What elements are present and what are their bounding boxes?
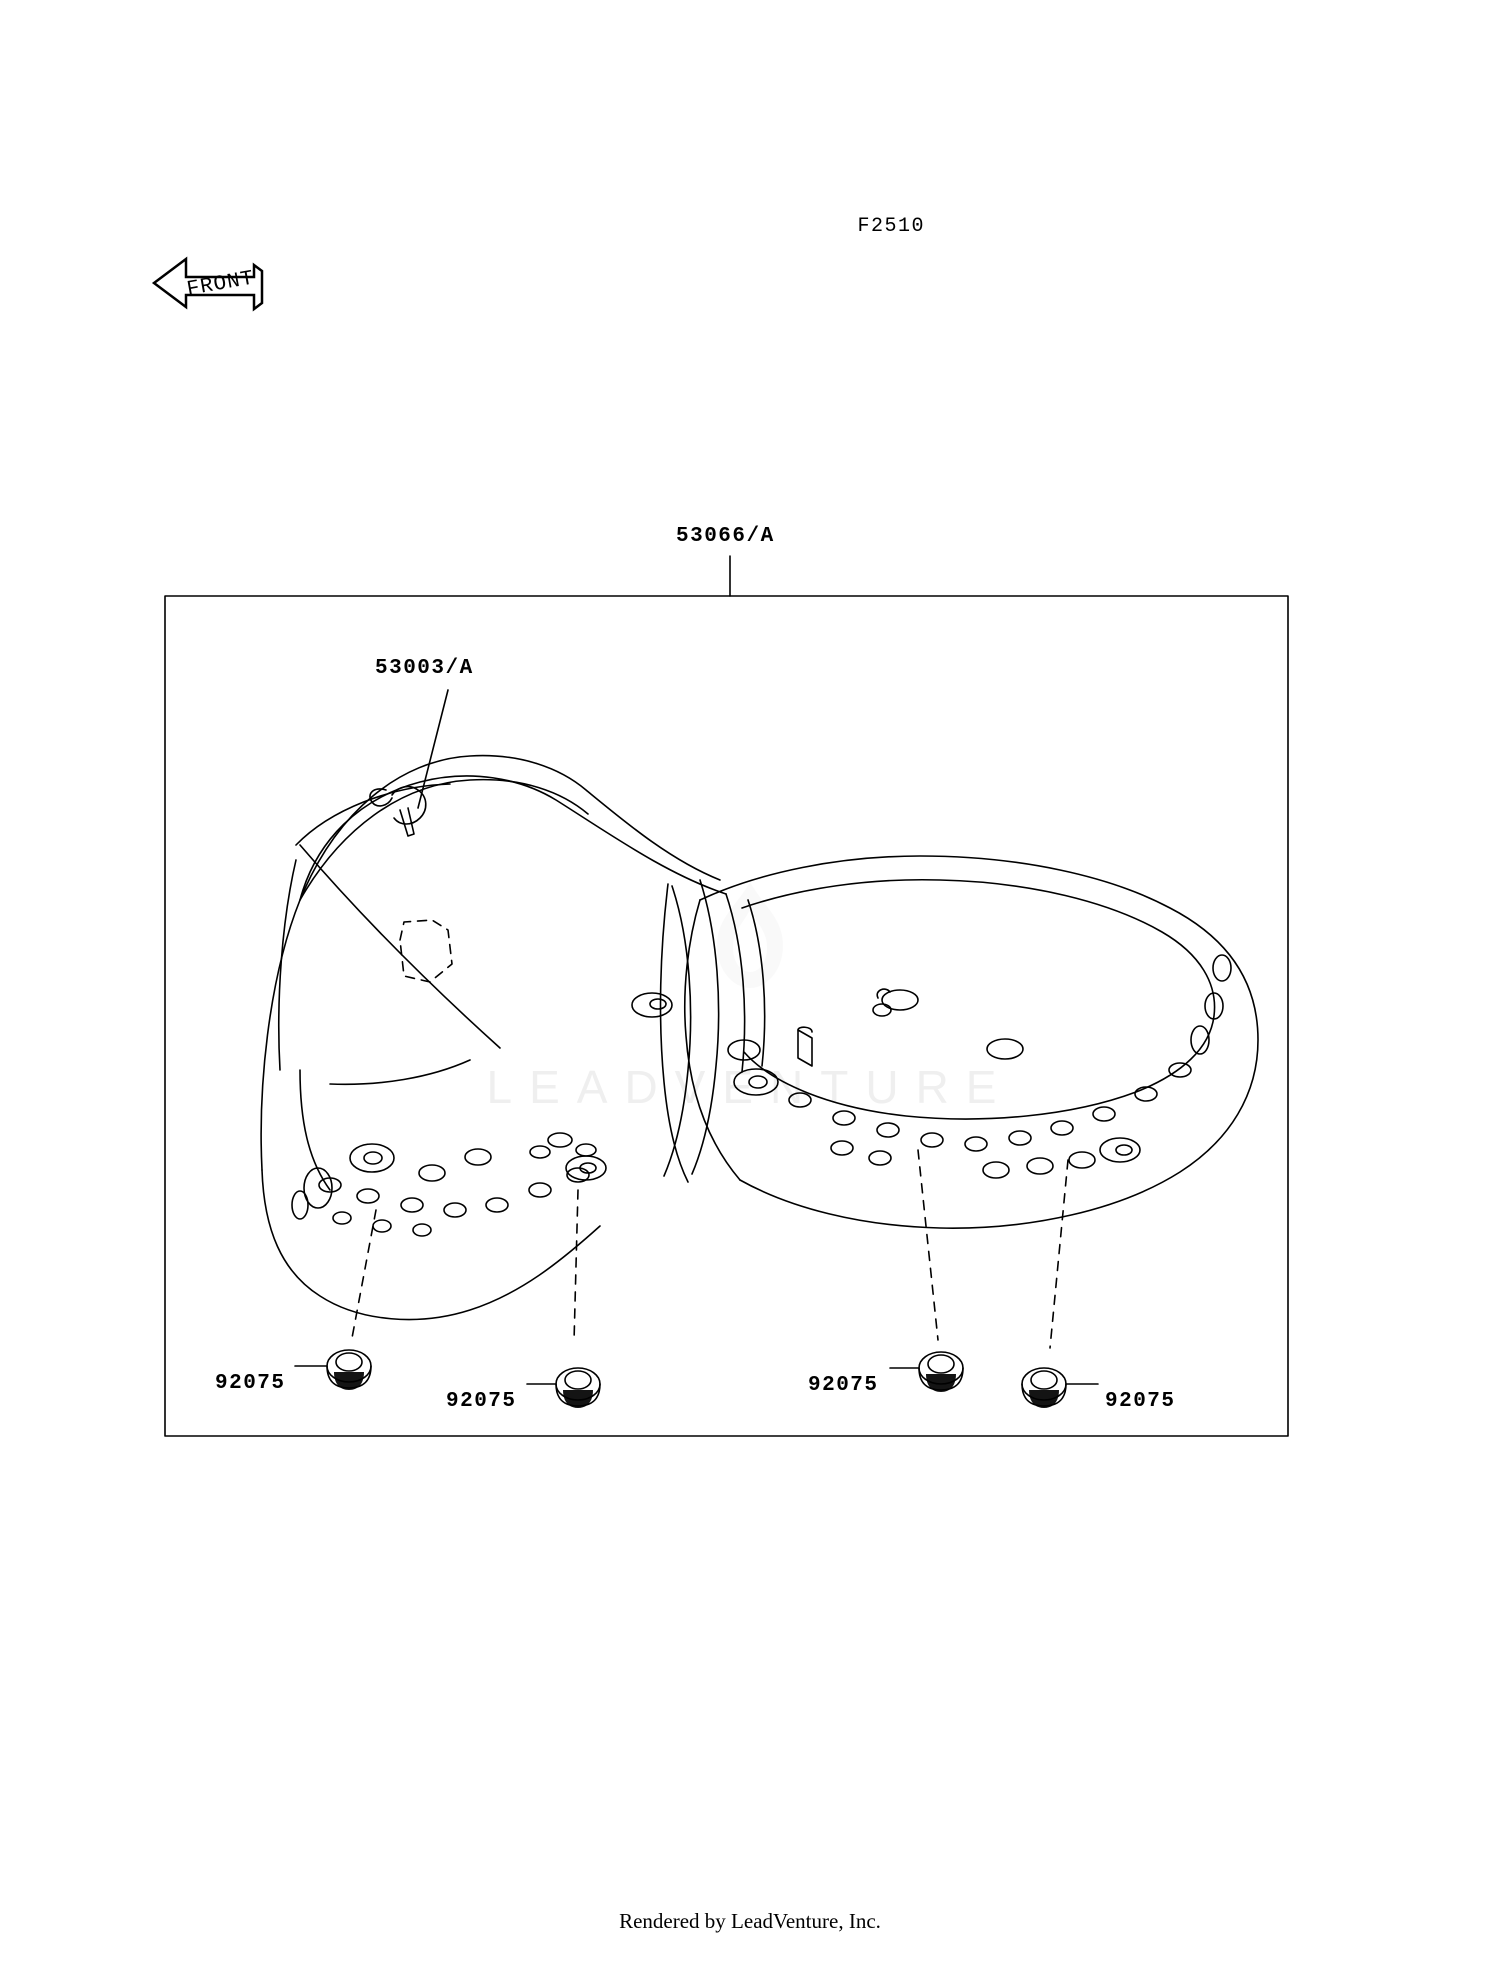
assembly-box: [165, 596, 1288, 1436]
label-92075-2: 92075: [446, 1390, 517, 1413]
svg-text:FRONT: FRONT: [185, 267, 257, 302]
footer-credit: Rendered by LeadVenture, Inc.: [619, 1909, 881, 1933]
label-92075-1: 92075: [215, 1372, 286, 1395]
label-92075-4: 92075: [1105, 1390, 1176, 1413]
label-53003a: 53003/A: [375, 657, 474, 680]
label-53066a: 53066/A: [676, 525, 775, 548]
watermark-text: LEADVENTURE: [486, 1061, 1014, 1113]
label-92075-3: 92075: [808, 1374, 879, 1397]
diagram-code: F2510: [857, 215, 925, 238]
